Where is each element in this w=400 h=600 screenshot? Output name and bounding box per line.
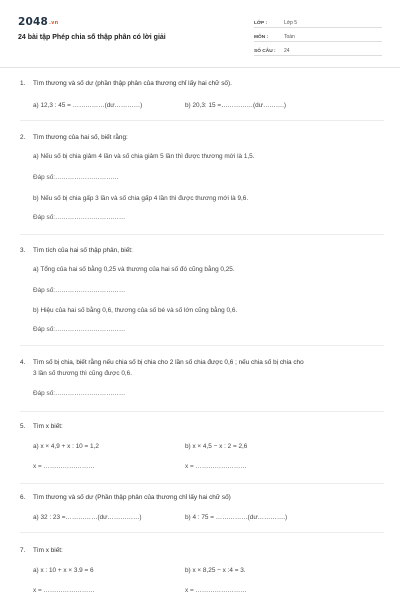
question-6-part-b: b) 4 : 75 = ……………(dư………….) [185, 514, 288, 521]
question-2 [20, 134, 384, 221]
question-2-part-a: a) Nếu số bị chia giảm 4 lần và số chia giảm 5 lần thì được thương mới là 1,5. [33, 153, 255, 160]
worksheet-header [18, 12, 382, 60]
question-5-answer-a[interactable]: x = …………………… [33, 463, 95, 470]
question-number: 2. [20, 134, 26, 141]
meta-count-row [254, 44, 382, 56]
question-1-part-b: b) 20,3: 15 =……………(dư……….) [185, 102, 287, 109]
divider [20, 532, 384, 533]
question-number: 3. [20, 247, 26, 254]
question-text: Tìm x biết: [33, 423, 63, 430]
question-5 [20, 423, 384, 470]
worksheet-meta [254, 16, 382, 58]
question-4-answer[interactable]: Đáp số:…………………………… [33, 390, 126, 397]
question-1 [20, 80, 384, 109]
question-7-answer-b[interactable]: x = …………………… [185, 587, 247, 594]
question-2-part-b: b) Nếu số bị chia gấp 3 lần và số chia gấp 4 lần thì được thương mới là 9,6. [33, 195, 249, 202]
question-text: Tìm thương và số dư (Phần thập phân của thương chỉ lấy hai chữ số) [33, 494, 231, 501]
question-7 [20, 547, 384, 594]
meta-subject-row [254, 30, 382, 42]
meta-count-value: 24 [284, 47, 290, 54]
header-divider [0, 67, 400, 68]
question-4 [20, 359, 384, 397]
question-6 [20, 494, 384, 521]
site-logo[interactable] [18, 16, 58, 29]
question-5-answer-b[interactable]: x = …………………… [185, 463, 247, 470]
question-3-part-a: a) Tổng của hai số bằng 0,25 và thương của hai số đó cũng bằng 0,25. [33, 266, 235, 273]
question-text: Tìm thương của hai số, biết rằng: [33, 134, 128, 141]
question-number: 6. [20, 494, 26, 501]
question-2-answer-b[interactable]: Đáp số:…………………………… [33, 214, 126, 221]
question-text: Tìm số bị chia, biết rằng nếu chia số bị chia cho 2 lần số chia được 0,6 ; nếu chia số bị chia cho [33, 359, 304, 366]
question-3-answer-b[interactable]: Đáp số:…………………………… [33, 326, 126, 333]
meta-subject-label: MÔN : [254, 35, 269, 41]
question-7-answer-a[interactable]: x = …………………… [33, 587, 95, 594]
worksheet-title: 24 bài tập Phép chia số thập phân có lời giải [18, 34, 166, 41]
question-number: 5. [20, 423, 26, 430]
meta-class-value: Lớp 5 [284, 19, 298, 26]
meta-subject-value: Toán [284, 33, 295, 40]
question-5-part-b: b) x × 4,5 − x : 2 = 2,6 [185, 443, 248, 450]
question-text: Tìm x biết: [33, 547, 63, 554]
question-number: 4. [20, 359, 26, 366]
question-number: 7. [20, 547, 26, 554]
meta-class-row [254, 16, 382, 28]
question-7-part-b: b) x × 8,25 − x :4 = 3. [185, 567, 246, 574]
meta-count-label: SỐ CÂU : [254, 49, 276, 55]
divider [20, 345, 384, 346]
question-2-answer-a[interactable]: Đáp số:………………………… [33, 174, 119, 181]
question-7-part-a: a) x : 10 + x × 3.9 = 6 [33, 567, 94, 574]
question-3 [20, 247, 384, 333]
question-5-part-a: a) x × 4,9 + x : 10 = 1,2 [33, 443, 99, 450]
question-3-answer-a[interactable]: Đáp số:…………………………… [33, 287, 126, 294]
divider [20, 234, 384, 235]
logo-suffix: .vn [49, 20, 59, 26]
question-3-part-b: b) Hiệu của hai số bằng 0,6, thương của số bé và số lớn cũng bằng 0,6. [33, 307, 238, 314]
divider [20, 120, 384, 121]
divider [20, 411, 384, 412]
question-1-part-a: a) 12,3 : 45 = ……………(dư…………) [33, 102, 143, 109]
question-text: Tìm thương và số dư (phần thập phân của thương chỉ lấy hai chữ số). [33, 80, 232, 87]
question-4-text-continued: 3 lần số thương thì cũng được 0,6. [33, 370, 133, 377]
logo-text: 2048 [18, 16, 49, 28]
question-6-part-a: a) 32 : 23 =……………(dư……………) [33, 514, 142, 521]
question-text: Tìm tích của hai số thập phân, biết: [33, 247, 133, 254]
divider [20, 483, 384, 484]
meta-class-label: LỚP : [254, 21, 268, 27]
question-number: 1. [20, 80, 26, 87]
